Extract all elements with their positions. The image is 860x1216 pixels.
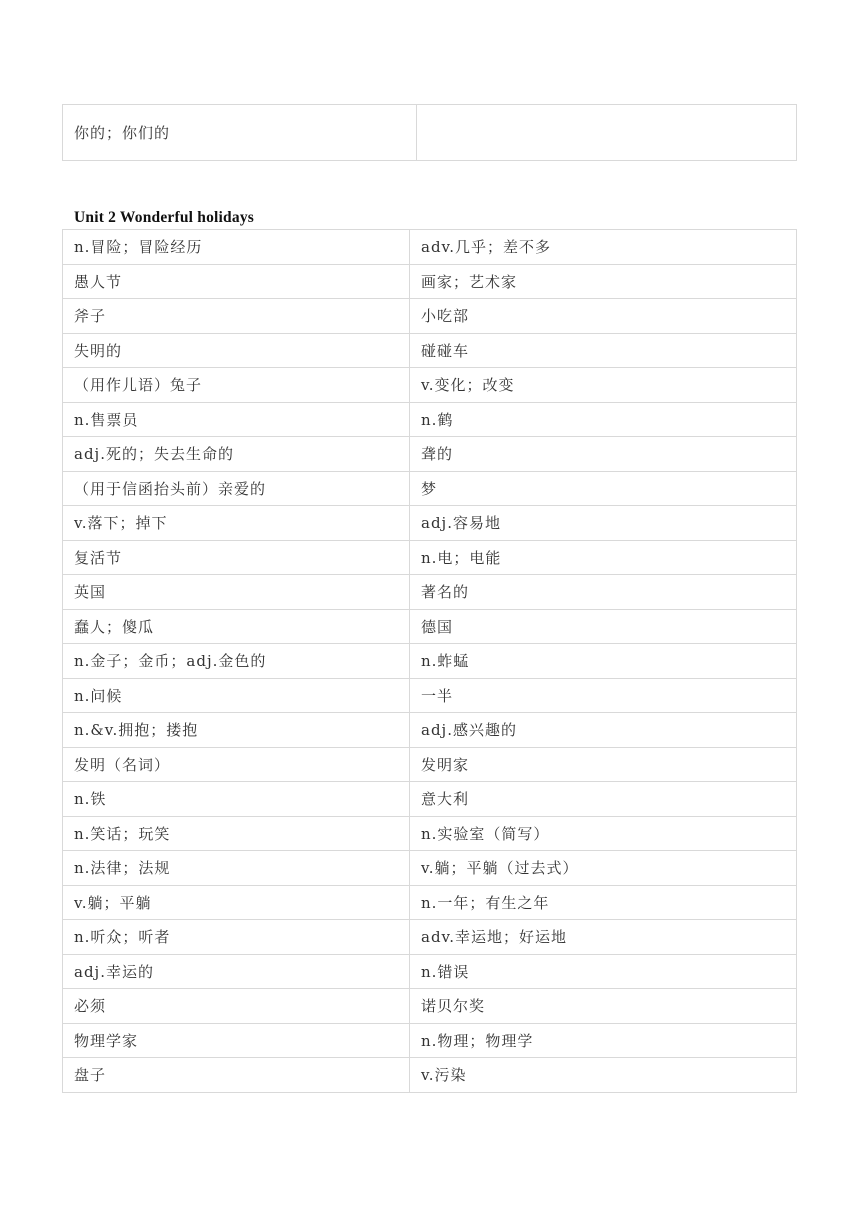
table-cell: 必须 (63, 989, 410, 1024)
table-cell: 盘子 (63, 1058, 410, 1093)
table-cell: n.电；电能 (410, 540, 797, 575)
table-cell: n.实验室（简写） (410, 816, 797, 851)
table-row (63, 230, 797, 265)
table-cell: 斧子 (63, 299, 410, 334)
table-row (63, 368, 797, 403)
table-row (63, 105, 797, 161)
table-cell: 碰碰车 (410, 333, 797, 368)
table-row (63, 713, 797, 748)
table-cell: （用作儿语）兔子 (63, 368, 410, 403)
table-cell: 你的；你们的 (63, 105, 417, 161)
unit-heading: Unit 2 Wonderful holidays (74, 209, 254, 226)
table-cell: 一半 (410, 678, 797, 713)
table-row (63, 989, 797, 1024)
table-cell: 小吃部 (410, 299, 797, 334)
table-row (63, 540, 797, 575)
table-row (63, 299, 797, 334)
table-cell: 画家；艺术家 (410, 264, 797, 299)
table-row (63, 678, 797, 713)
table-cell: n.法律；法规 (63, 851, 410, 886)
table-row (63, 471, 797, 506)
table-cell: v.落下；掉下 (63, 506, 410, 541)
table-row (63, 1058, 797, 1093)
table-cell: n.笑话；玩笑 (63, 816, 410, 851)
table-cell: adj.容易地 (410, 506, 797, 541)
table-cell: adj.幸运的 (63, 954, 410, 989)
table-cell: n.听众；听者 (63, 920, 410, 955)
table-row (63, 920, 797, 955)
table-cell: n.金子；金币；adj.金色的 (63, 644, 410, 679)
table-cell: （用于信函抬头前）亲爱的 (63, 471, 410, 506)
table-row (63, 333, 797, 368)
table-row (63, 644, 797, 679)
table-cell: n.问候 (63, 678, 410, 713)
table-cell: 失明的 (63, 333, 410, 368)
table-row (63, 954, 797, 989)
table-cell: n.一年；有生之年 (410, 885, 797, 920)
table-row (63, 264, 797, 299)
table-row (63, 437, 797, 472)
table-cell: n.铁 (63, 782, 410, 817)
table-cell: v.躺；平躺（过去式） (410, 851, 797, 886)
table-cell: n.物理；物理学 (410, 1023, 797, 1058)
table-cell: n.蚱蜢 (410, 644, 797, 679)
vocab-table-body (63, 230, 797, 1093)
table-row (63, 747, 797, 782)
table-cell: n.&v.拥抱；搂抱 (63, 713, 410, 748)
table-cell: v.躺；平躺 (63, 885, 410, 920)
table-row (63, 816, 797, 851)
table-cell: 著名的 (410, 575, 797, 610)
table-cell: v.变化；改变 (410, 368, 797, 403)
table-cell: 蠢人；傻瓜 (63, 609, 410, 644)
table-cell: adv.幸运地；好运地 (410, 920, 797, 955)
table-cell: 诺贝尔奖 (410, 989, 797, 1024)
table-row (63, 782, 797, 817)
table-cell: 发明（名词） (63, 747, 410, 782)
table-cell: 物理学家 (63, 1023, 410, 1058)
vocab-table (62, 229, 797, 1093)
table-cell: n.售票员 (63, 402, 410, 437)
table-cell: v.污染 (410, 1058, 797, 1093)
table-cell: 意大利 (410, 782, 797, 817)
table-row (63, 402, 797, 437)
table-cell: 愚人节 (63, 264, 410, 299)
table-cell: n.鹤 (410, 402, 797, 437)
table-cell: 德国 (410, 609, 797, 644)
table-row (63, 851, 797, 886)
table-cell: 梦 (410, 471, 797, 506)
table-row (63, 575, 797, 610)
table-row (63, 609, 797, 644)
table-cell: 聋的 (410, 437, 797, 472)
table-row (63, 1023, 797, 1058)
table-cell: adj.感兴趣的 (410, 713, 797, 748)
table-cell: 发明家 (410, 747, 797, 782)
table-cell: 英国 (63, 575, 410, 610)
table-cell: 复活节 (63, 540, 410, 575)
table-cell (417, 105, 797, 161)
table-cell: n.错误 (410, 954, 797, 989)
table-row (63, 506, 797, 541)
table-cell: n.冒险；冒险经历 (63, 230, 410, 265)
table-cell: adj.死的；失去生命的 (63, 437, 410, 472)
table-cell: adv.几乎；差不多 (410, 230, 797, 265)
table-row (63, 885, 797, 920)
top-vocab-table (62, 104, 797, 161)
